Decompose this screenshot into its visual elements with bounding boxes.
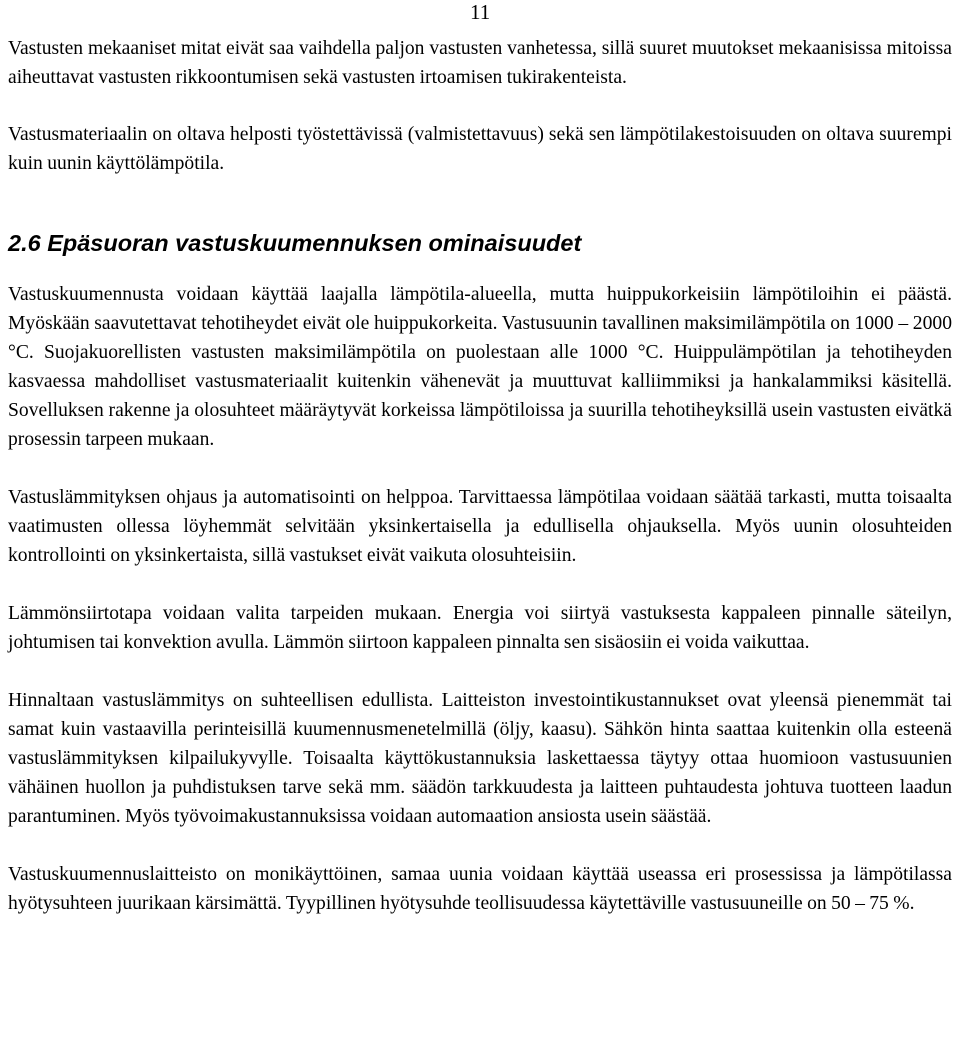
paragraph-versatility: Vastuskuumennuslaitteisto on monikäyttöinen, samaa uunia voidaan käyttää useassa eri prosessissa ja lämpötilassa hyötysuhteen juurikaan kärsimättä. Tyypillinen hyötysuhde teollisuudessa käytettäville vastusuuneille on 50 – 75 %. (8, 864, 952, 914)
paragraph-control-automation: Vastuslämmityksen ohjaus ja automatisointi on helppoa. Tarvittaessa lämpötilaa voidaan säätää tarkasti, mutta toisaalta vaatimusten ollessa löyhemmät selvitään yksinkertaisella ja edullisella ohjauksella. Myös uunin olosuhteiden kontrollointi on yksinkertaista, sillä vastukset eivät vaikuta olosuhteisiin. (8, 487, 952, 566)
paragraph-heat-transfer: Lämmönsiirtotapa voidaan valita tarpeiden mukaan. Energia voi siirtyä vastuksesta kappaleen pinnalle säteilyn, johtumisen tai konvektion avulla. Lämmön siirtoon kappaleen pinnalta sen sisäosiin ei voida vaikuttaa. (8, 603, 952, 653)
paragraph-mechanical-dimensions: Vastusten mekaaniset mitat eivät saa vaihdella paljon vastusten vanhetessa, sillä suuret muutokset mekaanisissa mitoissa aiheuttavat vastusten rikkoontumisen sekä vastusten irtoamisen tukirakenteista. (8, 38, 952, 88)
paragraph-costs: Hinnaltaan vastuslämmitys on suhteellisen edullista. Laitteiston investointikustannukset ovat yleensä pienemmät tai samat kuin vastaavilla perinteisillä kuumennusmenetelmillä (öljy, kaasu). Sähkön hinta saattaa kuitenkin olla esteenä vastuslämmityksen kilpailukyvylle. Toisaalta käyttökustannuksia laskettaessa täytyy ottaa huomioon vastusuunien vähäinen huollon ja puhdistuksen tarve sekä mm. säädön tarkkuudesta ja laitteen puhtaudesta johtuva tuotteen laadun parantuminen. Myös työvoimakustannuksissa voidaan automaation ansiosta usein säästää. (8, 690, 952, 827)
page-number: 11 (470, 0, 491, 24)
paragraph-temperature-range: Vastuskuumennusta voidaan käyttää laajalla lämpötila-alueella, mutta huippukorkeisiin lämpötiloihin ei päästä. Myöskään saavutettavat tehotiheydet eivät ole huippukorkeita. Vastusuunin tavallinen maksimilämpötila on 1000 – 2000 °C. Suojakuorellisten vastusten maksimilämpötila on puolestaan alle 1000 °C. Huippulämpötilan ja tehotiheyden kasvaessa mahdolliset vastusmateriaalit kuitenkin vähenevät ja muuttuvat kalliimmiksi ja hankalammiksi käsitellä. Sovelluksen rakenne ja olosuhteet määräytyvät korkeissa lämpötiloissa ja suurilla tehotiheyksillä usein vastusten eivätkä prosessin tarpeen mukaan. (8, 284, 952, 450)
document-body (8, 34, 952, 918)
paragraph-material-workability: Vastusmateriaalin on oltava helposti työstettävissä (valmistettavuus) sekä sen lämpötilakestoisuuden on oltava suurempi kuin uunin käyttölämpötila. (8, 124, 952, 174)
section-heading: 2.6 Epäsuoran vastuskuumennuksen ominaisuudet (8, 230, 582, 256)
